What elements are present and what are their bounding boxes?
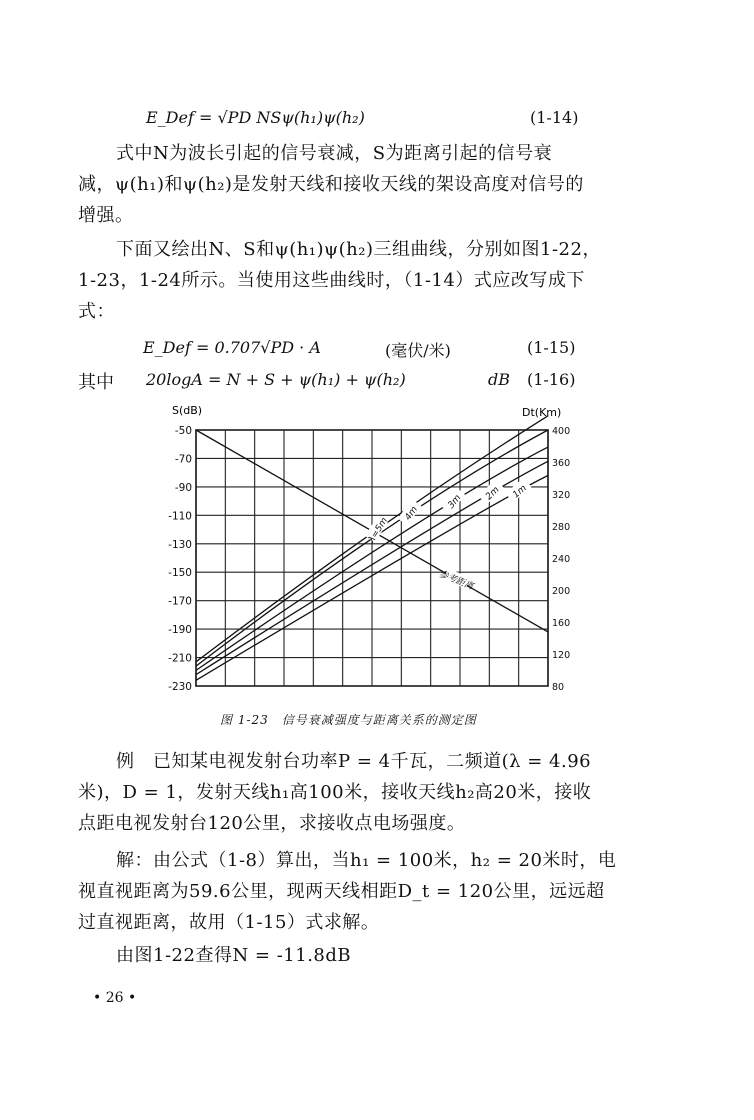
y-tick-label: -130 xyxy=(168,538,192,551)
y2-tick-label: 120 xyxy=(552,650,571,661)
paragraph-line: 点距电视发射台120公里，求接收点电场强度。 xyxy=(78,813,466,834)
paragraph-3 xyxy=(78,746,656,839)
series-label: 1m xyxy=(511,483,529,501)
y2-tick-label: 320 xyxy=(552,490,571,501)
y-tick-label: -210 xyxy=(168,652,192,665)
paragraph-line: 式： xyxy=(78,301,115,322)
y-tick-label: -110 xyxy=(168,510,192,523)
y-tick-label: -230 xyxy=(168,681,192,693)
paragraph-4 xyxy=(78,845,656,938)
left-axis-label: S(dB) xyxy=(172,404,203,417)
y2-tick-label: 280 xyxy=(552,522,571,533)
paragraph-line: 增强。 xyxy=(78,205,134,226)
y2-tick-label: 80 xyxy=(552,682,565,693)
equation-1-14: E_Def = √PD NSψ(h₁)ψ(h₂) xyxy=(146,108,365,127)
y2-tick-label: 400 xyxy=(552,426,571,437)
paragraph-line: 下面又绘出N、S和ψ(h₁)ψ(h₂)三组曲线，分别如图1-22， xyxy=(116,239,601,260)
chart-series-labels xyxy=(365,478,531,593)
y-tick-label: -70 xyxy=(174,453,192,466)
y2-tick-label: 200 xyxy=(552,586,571,597)
paragraph-line: 过直视距离，故用（1-15）式求解。 xyxy=(78,912,380,933)
paragraph-line: 由图1-22查得N = -11.8dB xyxy=(116,945,352,966)
y-tick-label: -50 xyxy=(174,425,192,437)
paragraph-line: 视直视距离为59.6公里，现两天线相距D_t = 120公里，远远超 xyxy=(78,881,605,902)
y2-tick-label: 160 xyxy=(552,618,571,629)
paragraph-line: 1-23，1-24所示。当使用这些曲线时，（1-14）式应改写成下 xyxy=(78,270,585,291)
page-number: • 26 • xyxy=(93,990,137,1006)
equation-prefix: 其中 xyxy=(78,372,114,393)
paragraph-line: 解：由公式（1-8）算出，当h₁ = 100米，h₂ = 20米时，电 xyxy=(116,850,617,871)
series-label: 2m xyxy=(484,484,502,503)
y-tick-label: -190 xyxy=(168,624,192,637)
chart-grid xyxy=(196,430,548,686)
chart-ticks xyxy=(168,425,570,693)
equation-1-15: E_Def = 0.707√PD · A xyxy=(143,338,321,357)
equation-unit-1-16: dB xyxy=(488,370,510,389)
paragraph-5 xyxy=(78,940,656,971)
paragraph-line: 式中N为波长引起的信号衰减，S为距离引起的信号衰 xyxy=(116,143,553,164)
series-label: 4m xyxy=(403,504,420,523)
series-label: λ=5m xyxy=(367,516,391,545)
equation-unit-1-15: (毫伏/米) xyxy=(385,341,451,360)
right-axis-label: Dt(Km) xyxy=(522,406,562,419)
figure-1-23-chart xyxy=(150,400,580,705)
equation-1-16: 20logA = N + S + ψ(h₁) + ψ(h₂) xyxy=(146,370,406,389)
series-label: 参考距离 xyxy=(437,569,475,593)
series-label: 3m xyxy=(446,493,464,511)
equation-number-1-15: (1-15) xyxy=(527,338,576,357)
y2-tick-label: 240 xyxy=(552,554,571,565)
paragraph-line: 米)，D = 1，发射天线h₁高100米，接收天线h₂高20米，接收 xyxy=(78,782,592,803)
paragraph-line: 例 已知某电视发射台功率P = 4千瓦，二频道(λ = 4.96 xyxy=(116,751,592,772)
paragraph-2 xyxy=(78,234,656,327)
equation-number-1-16: (1-16) xyxy=(527,370,576,389)
y-tick-label: -90 xyxy=(174,481,192,494)
y-tick-label: -150 xyxy=(168,567,192,580)
figure-caption: 图 1-23 信号衰减强度与距离关系的测定图 xyxy=(220,713,477,727)
equation-number-1-14: (1-14) xyxy=(530,108,579,127)
y2-tick-label: 360 xyxy=(552,458,571,469)
y-tick-label: -170 xyxy=(168,595,192,608)
paragraph-1 xyxy=(78,138,656,231)
paragraph-line: 减，ψ(h₁)和ψ(h₂)是发射天线和接收天线的架设高度对信号的 xyxy=(78,174,584,195)
